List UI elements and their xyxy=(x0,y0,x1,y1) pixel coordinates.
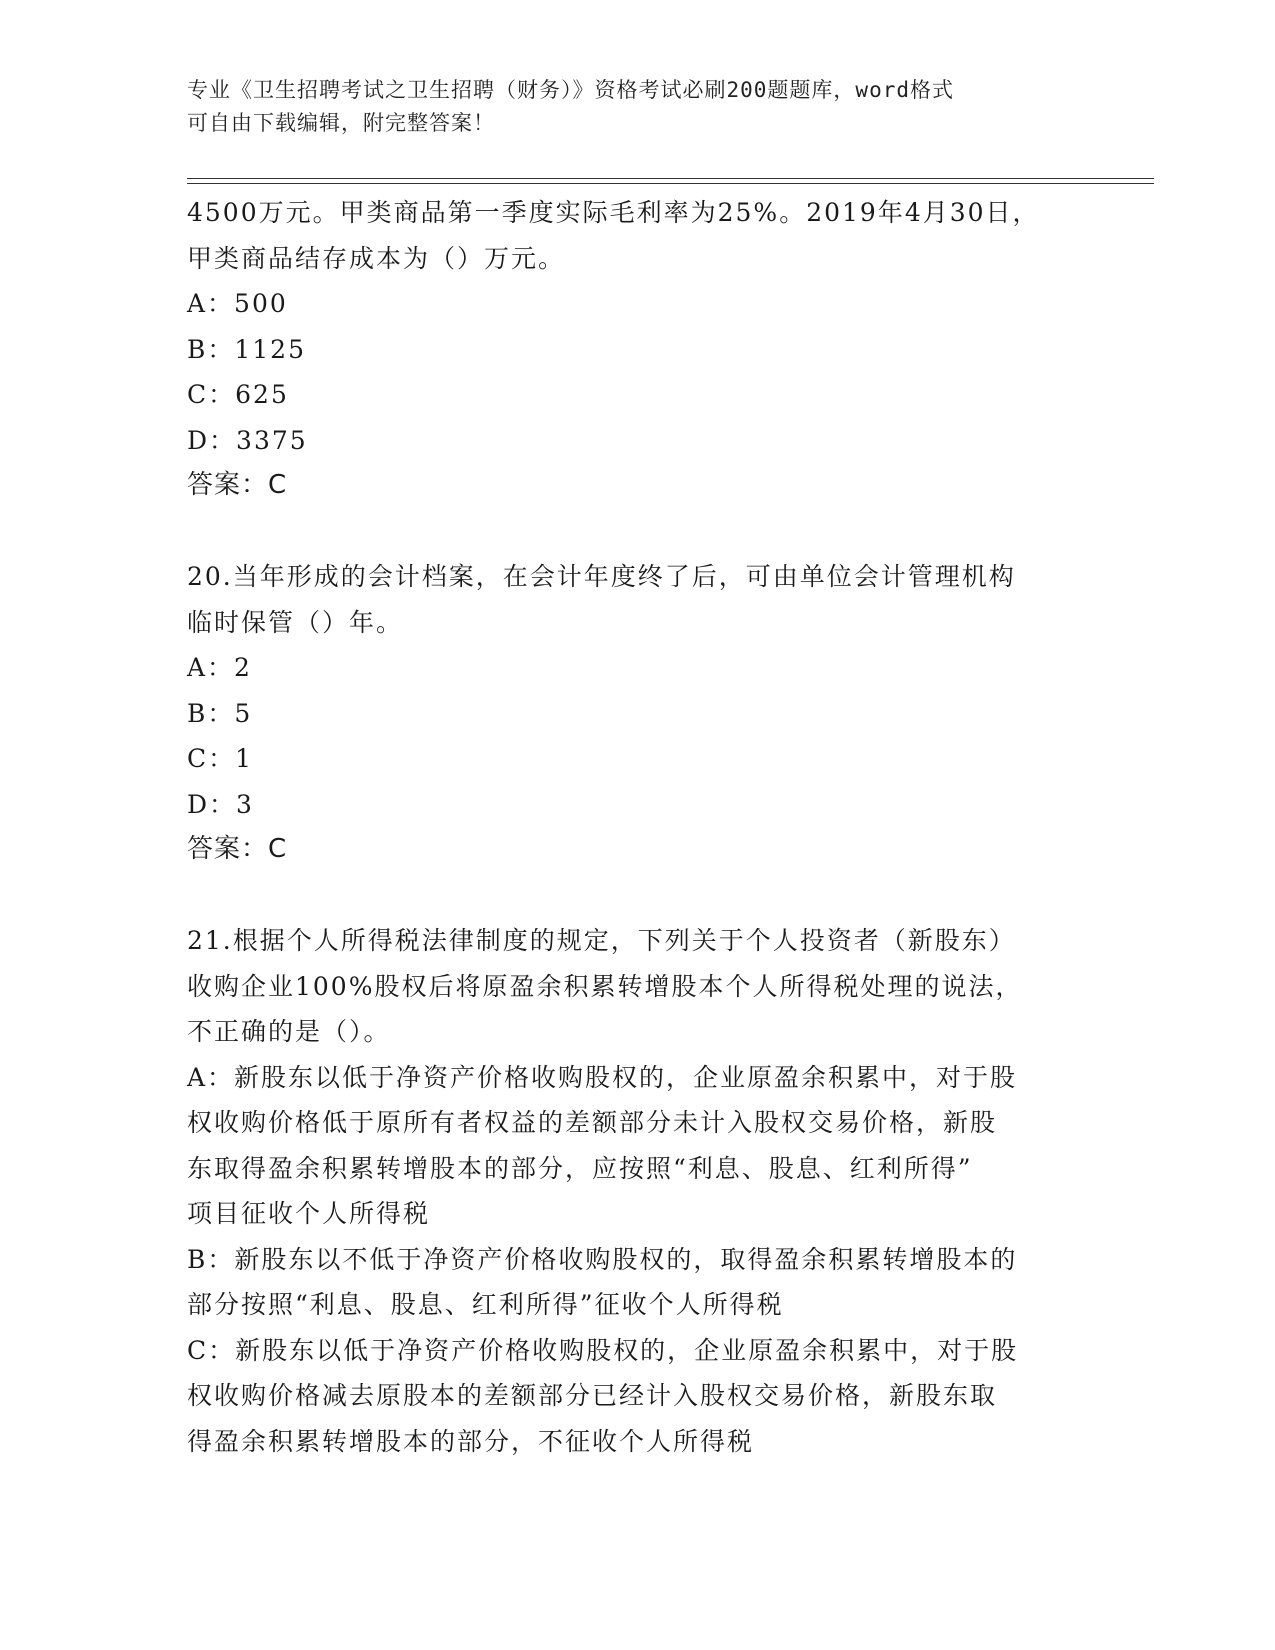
header-title-line-2: 可自由下载编辑，附完整答案！ xyxy=(187,111,495,135)
option-a-line: 权收购价格低于原所有者权益的差额部分未计入股权交易价格，新股 xyxy=(187,1108,998,1137)
option-b: B：5 xyxy=(187,698,253,728)
header-rule-top xyxy=(187,178,1154,179)
question-stem-line: 临时保管（）年。 xyxy=(187,607,404,637)
document-body xyxy=(187,190,1077,1464)
option-d: D：3375 xyxy=(187,425,308,455)
header-rule-bottom xyxy=(187,183,1154,184)
option-c-line: 权收购价格减去原股本的差额部分已经计入股权交易价格，新股东取 xyxy=(187,1381,998,1410)
option-a-line: 项目征收个人所得税 xyxy=(187,1199,431,1228)
question-20 xyxy=(187,554,1077,873)
question-stem-line: 甲类商品结存成本为（）万元。 xyxy=(187,243,566,273)
option-b-line: 部分按照“利息、股息、红利所得”征收个人所得税 xyxy=(187,1290,784,1319)
option-c-line: 得盈余积累转增股本的部分，不征收个人所得税 xyxy=(187,1426,755,1456)
question-stem-line: 21.根据个人所得税法律制度的规定，下列关于个人投资者（新股东） xyxy=(187,926,1016,955)
spacer xyxy=(187,509,1077,555)
option-a: A：500 xyxy=(187,289,288,318)
answer-label: 答案：C xyxy=(187,834,288,864)
option-b: B：1125 xyxy=(187,334,306,364)
question-21 xyxy=(187,918,1077,1464)
option-b-line: B：新股东以不低于净资产价格收购股权的，取得盈余积累转增股本的 xyxy=(187,1244,1018,1274)
option-c-line: C：新股东以低于净资产价格收购股权的，企业原盈余积累中，对于股 xyxy=(187,1335,1019,1365)
option-d: D：3 xyxy=(187,789,254,819)
option-a-line: 东取得盈余积累转增股本的部分，应按照“利息、股息、红利所得” xyxy=(187,1153,973,1183)
question-stem-line: 不正确的是（）。 xyxy=(187,1017,391,1046)
spacer xyxy=(187,873,1077,919)
question-19 xyxy=(187,190,1077,509)
option-a: A：2 xyxy=(187,653,252,682)
option-c: C：1 xyxy=(187,744,254,773)
option-c: C：625 xyxy=(187,380,289,409)
answer-label: 答案：C xyxy=(187,470,288,500)
question-stem-line: 20.当年形成的会计档案，在会计年度终了后，可由单位会计管理机构 xyxy=(187,562,1016,591)
question-stem-line: 4500万元。甲类商品第一季度实际毛利率为25%。2019年4月30日， xyxy=(187,198,1040,227)
question-stem-line: 收购企业100%股权后将原盈余积累转增股本个人所得税处理的说法， xyxy=(187,971,1023,1001)
option-a-line: A：新股东以低于净资产价格收购股权的，企业原盈余积累中，对于股 xyxy=(187,1062,1018,1092)
page-header xyxy=(187,74,1067,140)
header-title-line-1: 专业《卫生招聘考试之卫生招聘（财务）》资格考试必刷200题题库，word格式 xyxy=(187,78,954,102)
